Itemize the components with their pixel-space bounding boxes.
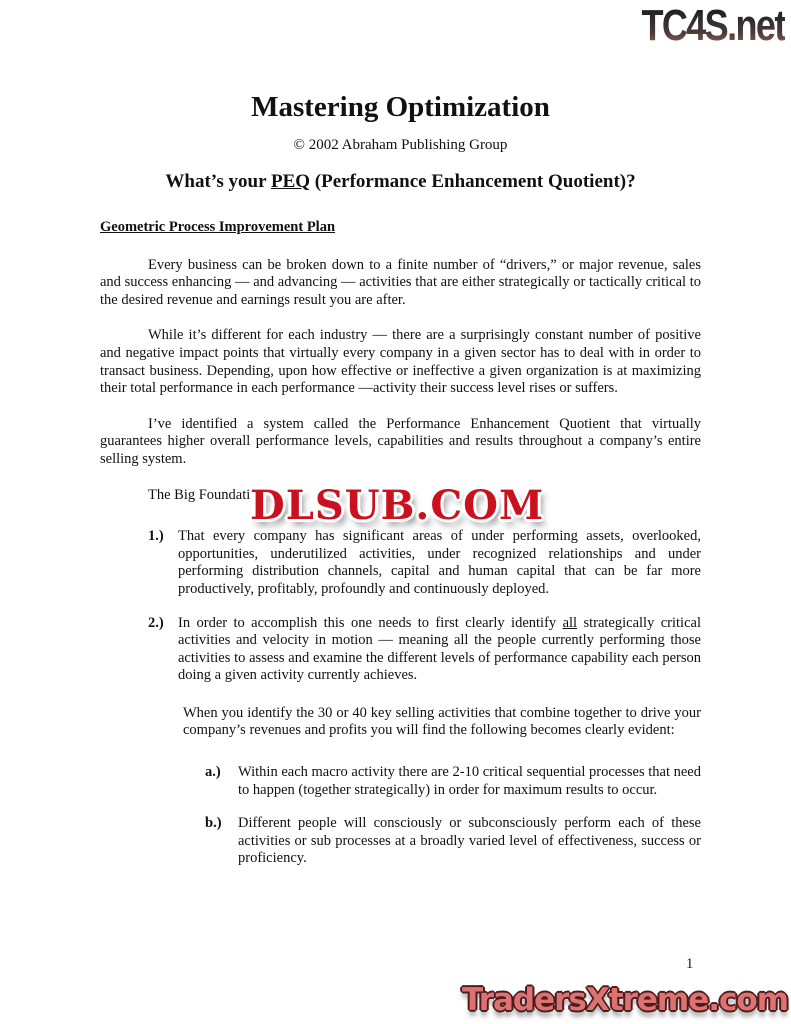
question-post: (Performance Enhancement Quotient)? xyxy=(310,171,636,192)
numbered-item-2-marker: 2.) xyxy=(148,614,164,631)
paragraph-1: Every business can be broken down to a finite number of “drivers,” or major revenue, sales and success enhancing — and advancing — activities that are either strategically or tactically critical to the desired revenue and earnings result you are after. xyxy=(100,256,701,308)
dlsub-watermark-logo: DLSUB.COM xyxy=(250,482,545,529)
lettered-item-a xyxy=(205,764,701,799)
section-heading: Geometric Process Improvement Plan xyxy=(100,219,336,235)
question-pre: What’s your xyxy=(165,171,271,192)
numbered-item-2-pre: In order to accomplish this one needs to first clearly identify xyxy=(178,614,563,631)
question-peq-underlined: PEQ xyxy=(270,171,311,192)
paragraph-3: I’ve identified a system called the Performance Enhancement Quotient that virtually guarantees higher overall performance levels, capabilities and results throughout a company’s entire selling system. xyxy=(100,415,701,467)
numbered-item-1-text: That every company has significant areas of under performing assets, overlooked, opportunities, underutilized activities, under recognized relationships and under performing distribution channels, capital and human capital that can be far more productively, profitably, profoundly and continuously deployed. xyxy=(178,528,701,597)
numbered-item-2-text xyxy=(178,615,701,685)
lettered-item-a-marker: a.) xyxy=(205,764,221,781)
numbered-item-1-marker: 1.) xyxy=(148,528,164,545)
numbered-item-2-underlined: all xyxy=(562,614,578,631)
foundation-line-partial: The Big Foundati xyxy=(148,486,251,503)
page-title: Mastering Optimization xyxy=(251,91,550,123)
lettered-item-b-text: Different people will consciously or subconsciously perform each of these activities or sub processes at a broadly varied level of effectiveness, success or proficiency. xyxy=(238,815,701,867)
paragraph-2: While it’s different for each industry — there are a surprisingly constant number of positive and negative impact points that virtually every company in a given sector has to deal with in order to transact business. Depending, upon how effective or ineffective a given organization is at maximizing their total performance in each performance —activity their success level rises or suffers. xyxy=(100,327,701,397)
question-heading xyxy=(100,170,701,193)
numbered-item-2-post: strategically critical activities and velocity in motion — meaning all the people currently performing those activities to assess and examine the different levels of performance capability each person doing a given activity currently achieves. xyxy=(178,614,701,684)
lettered-item-b xyxy=(205,815,701,868)
page-number: 1 xyxy=(686,956,694,972)
lettered-item-a-text: Within each macro activity there are 2-10 critical sequential processes that need to happen (together strategically) in order for maximum results to occur. xyxy=(238,764,701,798)
numbered-item-2 xyxy=(148,615,701,685)
lettered-item-b-marker: b.) xyxy=(205,815,222,832)
copyright-line: © 2002 Abraham Publishing Group xyxy=(293,137,508,153)
numbered-item-1 xyxy=(148,528,701,598)
document-content xyxy=(100,0,701,868)
when-paragraph: When you identify the 30 or 40 key selling activities that combine together to drive your company’s revenues and profits you will find the following becomes clearly evident: xyxy=(183,704,701,739)
tc4s-watermark-logo: TC4S.net xyxy=(641,1,785,50)
tradersxtreme-watermark-logo: TradersXtreme.com xyxy=(461,982,788,1018)
